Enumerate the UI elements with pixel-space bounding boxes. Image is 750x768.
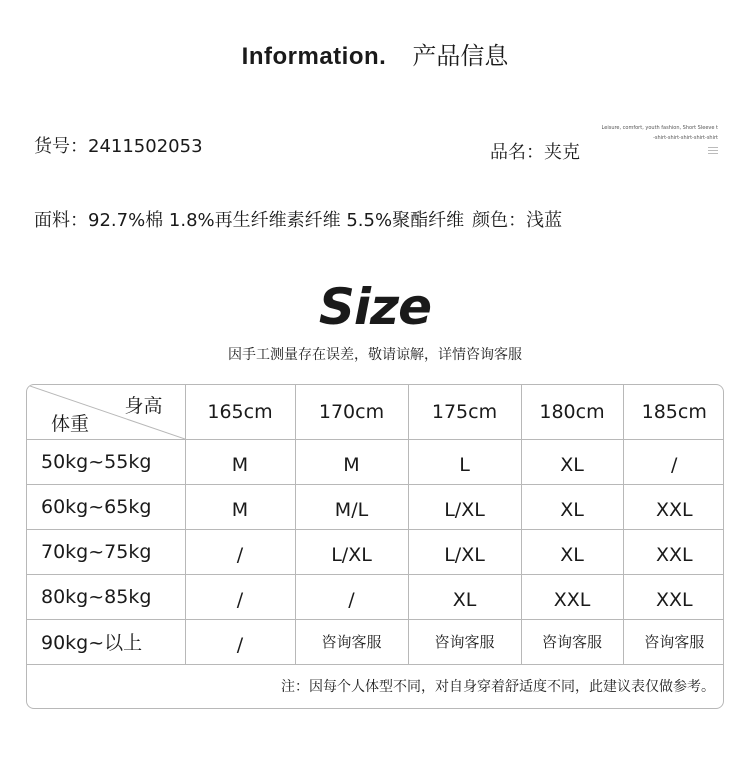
- size-cell: XL: [521, 529, 623, 574]
- table-row: [27, 574, 724, 619]
- page-title: [0, 36, 750, 71]
- weight-cell: 50kg~55kg: [27, 439, 185, 484]
- height-header: 185cm: [623, 385, 724, 439]
- tag-line-2: -shirt-shirt-shirt-shirt-shirt: [653, 134, 718, 141]
- weight-cell: 80kg~85kg: [27, 574, 185, 619]
- size-cell: /: [185, 574, 295, 619]
- title-chinese: 产品信息: [412, 42, 509, 70]
- table-row: [27, 619, 724, 664]
- size-cell: L: [408, 439, 521, 484]
- corner-height-label: 身高: [124, 395, 163, 417]
- table-row: [27, 439, 724, 484]
- title-english: Information.: [241, 43, 387, 70]
- size-cell: XXL: [521, 574, 623, 619]
- size-cell: L/XL: [408, 484, 521, 529]
- weight-cell: 70kg~75kg: [27, 529, 185, 574]
- sku-label: 货号：: [34, 136, 88, 157]
- height-header: 165cm: [185, 385, 295, 439]
- fabric-label: 面料：: [34, 210, 88, 231]
- height-header: 170cm: [295, 385, 408, 439]
- weight-cell: 90kg~以上: [27, 619, 185, 664]
- disclaimer-note: 注：因每个人体型不同，对自身穿着舒适度不同，此建议表仅做参考。: [281, 679, 715, 696]
- size-cell: 咨询客服: [295, 619, 408, 664]
- sku-value: 2411502053: [88, 136, 203, 157]
- size-cell: /: [295, 574, 408, 619]
- size-cell: M/L: [295, 484, 408, 529]
- size-cell: /: [623, 439, 724, 484]
- size-cell: L/XL: [295, 529, 408, 574]
- size-cell: 咨询客服: [623, 619, 724, 664]
- corner-cell: [27, 385, 185, 439]
- note-row: [27, 664, 724, 708]
- size-cell: /: [185, 529, 295, 574]
- size-cell: XL: [408, 574, 521, 619]
- size-cell: XXL: [623, 529, 724, 574]
- size-cell: XXL: [623, 484, 724, 529]
- size-cell: 咨询客服: [521, 619, 623, 664]
- product-name-label: 品名：: [490, 142, 544, 163]
- sku-line: [34, 132, 203, 158]
- height-header: 180cm: [521, 385, 623, 439]
- weight-cell: 60kg~65kg: [27, 484, 185, 529]
- height-header: 175cm: [408, 385, 521, 439]
- size-cell: M: [185, 484, 295, 529]
- size-cell: XXL: [623, 574, 724, 619]
- fabric-line: [34, 206, 562, 232]
- size-cell: /: [185, 619, 295, 664]
- header-row: [27, 385, 724, 439]
- tag-line-1: Leisure, comfort, youth fashion, Short Sleeve t: [601, 125, 718, 131]
- size-cell: M: [185, 439, 295, 484]
- size-heading: Size: [318, 278, 432, 336]
- product-name-value: 夹克: [544, 142, 580, 163]
- decorative-tag-text: [596, 124, 718, 156]
- size-subtitle: 因手工测量存在误差，敬请谅解，详情咨询客服: [228, 347, 522, 363]
- size-chart: [26, 384, 724, 709]
- size-cell: 咨询客服: [408, 619, 521, 664]
- corner-weight-label: 体重: [51, 412, 90, 435]
- color-value: 浅蓝: [526, 210, 563, 231]
- menu-lines-icon: [708, 147, 718, 154]
- product-name-line: [490, 138, 580, 164]
- fabric-value: 92.7%棉 1.8%再生纤维素纤维 5.5%聚酯纤维: [88, 210, 465, 231]
- table-row: [27, 484, 724, 529]
- color-label: 颜色：: [472, 210, 527, 231]
- size-table: [27, 385, 724, 708]
- size-cell: XL: [521, 439, 623, 484]
- table-row: [27, 529, 724, 574]
- size-cell: M: [295, 439, 408, 484]
- size-cell: XL: [521, 484, 623, 529]
- size-cell: L/XL: [408, 529, 521, 574]
